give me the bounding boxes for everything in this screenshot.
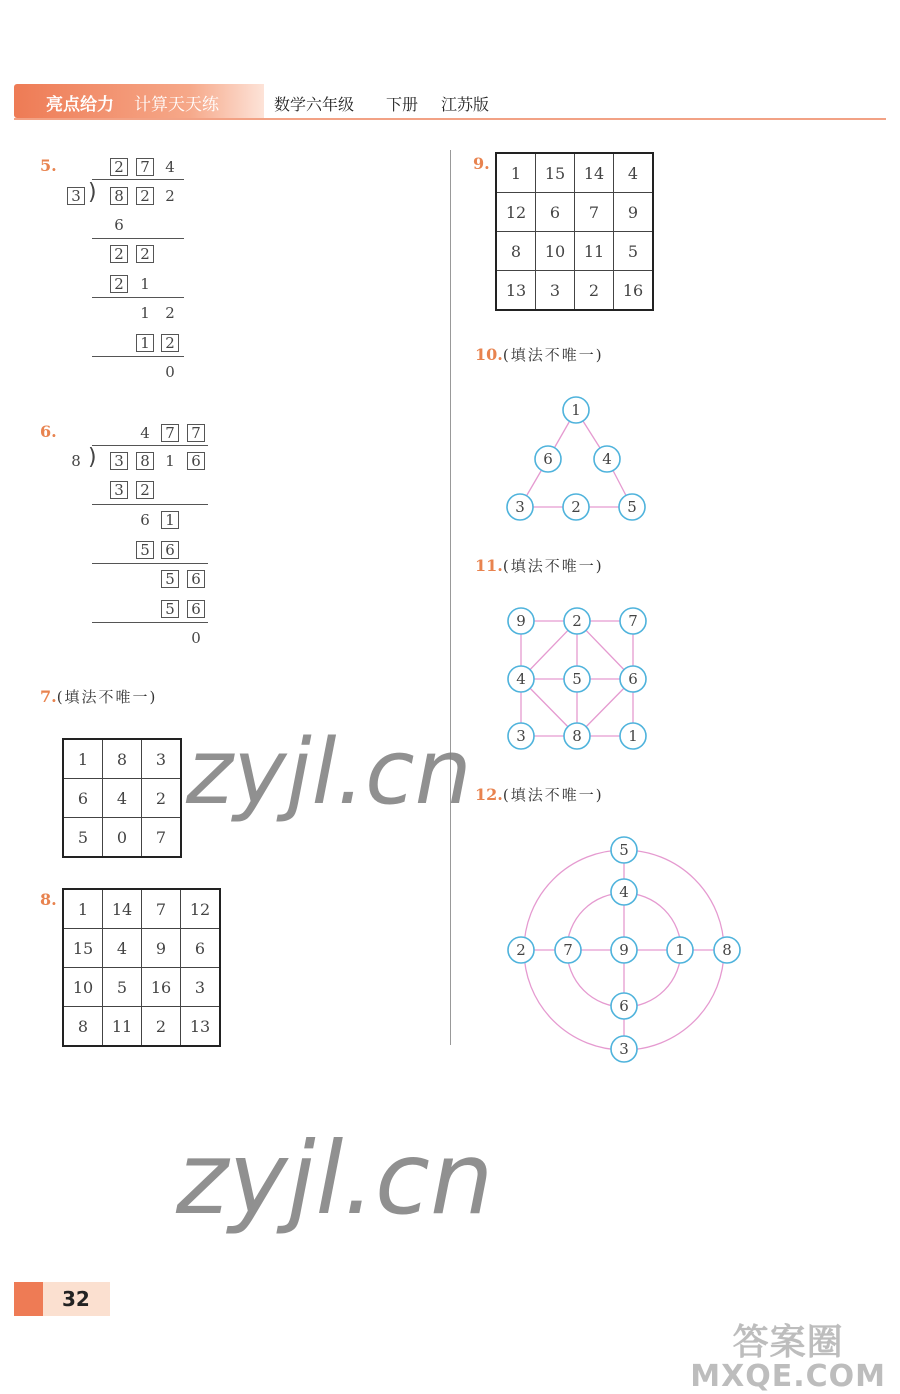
q6-step-digit: 5 (136, 541, 154, 559)
graph-node-label: 9 (516, 612, 526, 630)
q10-number (475, 344, 604, 365)
q5-vinculum (92, 179, 184, 180)
grid-cell: 13 (181, 1007, 221, 1047)
column-divider (450, 150, 451, 1045)
q7-number (40, 686, 157, 707)
page-number: 32 (62, 1287, 90, 1311)
q8-magic-square (62, 888, 221, 1047)
grid-cell: 15 (536, 153, 575, 193)
q5-step-digit: 2 (110, 275, 128, 293)
grid-cell: 4 (103, 779, 142, 818)
grid-cell: 3 (536, 271, 575, 311)
q5-remainder: 0 (165, 363, 175, 381)
q8-number: 8. (40, 890, 57, 909)
grid-cell: 14 (103, 889, 142, 929)
header-volume: 下册 (386, 95, 419, 114)
q5-dividend-digit: 2 (165, 187, 175, 205)
grid-cell: 15 (63, 929, 103, 968)
watermark-mid: zyjl.cn (186, 720, 472, 825)
graph-node-label: 3 (516, 727, 526, 745)
q5-step-digit: 1 (140, 275, 150, 293)
header-subject: 数学六年级 (274, 95, 355, 114)
grid-row (63, 739, 181, 779)
q6-step-digit: 5 (161, 600, 179, 618)
q5-step-digit: 1 (136, 334, 154, 352)
q9-magic-square (495, 152, 654, 311)
grid-cell: 16 (142, 968, 181, 1007)
q5-step-digit: 6 (114, 216, 124, 234)
grid-row (63, 818, 181, 858)
graph-node-label: 6 (628, 670, 638, 688)
grid-row (63, 1007, 220, 1047)
q5-step-digit: 2 (165, 304, 175, 322)
q6-vinculum (92, 445, 208, 446)
graph-node-label: 4 (516, 670, 526, 688)
q7-note: (填法不唯一) (56, 688, 158, 706)
grid-cell: 8 (63, 1007, 103, 1047)
graph-node-label: 1 (675, 941, 685, 959)
watermark-bottom: zyjl.cn (176, 1120, 494, 1237)
q6-rule (92, 622, 208, 623)
q5-dividend-digit: 8 (110, 187, 128, 205)
graph-node-label: 2 (572, 612, 582, 630)
grid-cell: 2 (142, 1007, 181, 1047)
q6-step-digit: 1 (161, 511, 179, 529)
graph-node-label: 1 (628, 727, 638, 745)
graph-node-label: 6 (543, 450, 553, 468)
grid-cell: 6 (63, 779, 103, 818)
header-rule (14, 118, 886, 120)
q6-rule (92, 504, 208, 505)
grid-cell: 8 (496, 232, 536, 271)
q6-quotient-digit: 7 (187, 424, 205, 442)
q6-bracket: ) (88, 445, 97, 470)
corner-watermark (690, 1322, 886, 1394)
q10-triangle-diagram (490, 390, 660, 530)
graph-node-label: 4 (619, 883, 629, 901)
graph-node-label: 3 (619, 1040, 629, 1058)
q5-quotient-digit: 2 (110, 158, 128, 176)
grid-row (496, 193, 653, 232)
q5-bracket: ) (88, 180, 97, 205)
grid-cell: 13 (496, 271, 536, 311)
q7-number-text: 7. (40, 687, 57, 706)
q6-step-digit: 3 (110, 481, 128, 499)
grid-cell: 8 (103, 739, 142, 779)
grid-cell: 12 (181, 889, 221, 929)
q6-dividend-digit: 8 (136, 452, 154, 470)
q6-quotient-digit: 4 (140, 424, 150, 442)
q6-step-digit: 6 (161, 541, 179, 559)
grid-row (496, 232, 653, 271)
q10-number-text: 10. (475, 345, 503, 364)
graph-node-label: 1 (571, 401, 581, 419)
graph-node-label: 7 (628, 612, 638, 630)
graph-node-label: 6 (619, 997, 629, 1015)
q11-note: (填法不唯一) (502, 557, 604, 575)
graph-node-label: 3 (515, 498, 525, 516)
grid-cell: 5 (614, 232, 654, 271)
graph-node-label: 2 (571, 498, 581, 516)
grid-cell: 10 (63, 968, 103, 1007)
grid-row (496, 153, 653, 193)
grid-cell: 6 (181, 929, 221, 968)
graph-node-label: 8 (572, 727, 582, 745)
q7-magic-square (62, 738, 182, 858)
q6-divisor: 8 (71, 452, 81, 470)
graph-node-label: 7 (563, 941, 573, 959)
q5-step-digit: 2 (161, 334, 179, 352)
header-series: 计算天天练 (134, 95, 219, 115)
grid-cell: 5 (103, 968, 142, 1007)
q6-step-digit: 5 (161, 570, 179, 588)
q6-step-digit: 6 (140, 511, 150, 529)
grid-cell: 3 (181, 968, 221, 1007)
q5-quotient-digit: 7 (136, 158, 154, 176)
q12-circle-diagram (500, 830, 750, 1070)
grid-cell: 3 (142, 739, 182, 779)
header-edition: 江苏版 (441, 95, 490, 114)
grid-cell: 9 (142, 929, 181, 968)
q9-number: 9. (473, 154, 490, 173)
grid-cell: 16 (614, 271, 654, 311)
graph-node-label: 8 (722, 941, 732, 959)
q10-note: (填法不唯一) (502, 346, 604, 364)
grid-cell: 4 (103, 929, 142, 968)
q5-number: 5. (40, 156, 57, 175)
q5-divisor: 3 (67, 187, 85, 205)
grid-row (63, 779, 181, 818)
grid-cell: 7 (142, 889, 181, 929)
q5-quotient-digit: 4 (165, 158, 175, 176)
grid-cell: 0 (103, 818, 142, 858)
grid-cell: 2 (575, 271, 614, 311)
grid-cell: 12 (496, 193, 536, 232)
graph-node-label: 5 (619, 841, 629, 859)
q6-step-digit: 6 (187, 570, 205, 588)
q6-remainder: 0 (191, 629, 201, 647)
grid-cell: 2 (142, 779, 182, 818)
graph-node-label: 5 (572, 670, 582, 688)
q11-number-text: 11. (475, 556, 503, 575)
q6-step-digit: 2 (136, 481, 154, 499)
corner-watermark-bottom: MXQE.COM (690, 1359, 886, 1394)
grid-row (63, 889, 220, 929)
grid-cell: 4 (614, 153, 654, 193)
grid-cell: 7 (142, 818, 182, 858)
graph-node-label: 9 (619, 941, 629, 959)
graph-node-label: 2 (516, 941, 526, 959)
grid-cell: 14 (575, 153, 614, 193)
graph-node-label: 5 (627, 498, 637, 516)
q6-rule (92, 563, 208, 564)
q12-number-text: 12. (475, 785, 503, 804)
grid-cell: 1 (496, 153, 536, 193)
q11-number (475, 555, 604, 576)
grid-cell: 11 (103, 1007, 142, 1047)
grid-cell: 1 (63, 739, 103, 779)
grid-cell: 10 (536, 232, 575, 271)
graph-node-label: 4 (602, 450, 612, 468)
q5-rule (92, 238, 184, 239)
q5-rule (92, 356, 184, 357)
grid-row (496, 271, 653, 311)
q6-number: 6. (40, 422, 57, 441)
q5-rule (92, 297, 184, 298)
header-brand: 亮点给力 (46, 95, 114, 115)
q12-note: (填法不唯一) (502, 786, 604, 804)
grid-cell: 1 (63, 889, 103, 929)
grid-cell: 11 (575, 232, 614, 271)
q5-step-digit: 2 (110, 245, 128, 263)
q6-quotient-digit: 7 (161, 424, 179, 442)
grid-cell: 7 (575, 193, 614, 232)
q6-dividend-digit: 3 (110, 452, 128, 470)
q5-step-digit: 1 (140, 304, 150, 322)
q5-dividend-digit: 2 (136, 187, 154, 205)
q6-step-digit: 6 (187, 600, 205, 618)
grid-cell: 9 (614, 193, 654, 232)
q6-dividend-digit: 1 (165, 452, 175, 470)
q12-number (475, 784, 604, 805)
grid-cell: 5 (63, 818, 103, 858)
q11-grid-diagram (495, 600, 665, 760)
grid-row (63, 968, 220, 1007)
grid-cell: 6 (536, 193, 575, 232)
q6-dividend-digit: 6 (187, 452, 205, 470)
q5-step-digit: 2 (136, 245, 154, 263)
grid-row (63, 929, 220, 968)
corner-watermark-top: 答案圈 (732, 1322, 844, 1363)
